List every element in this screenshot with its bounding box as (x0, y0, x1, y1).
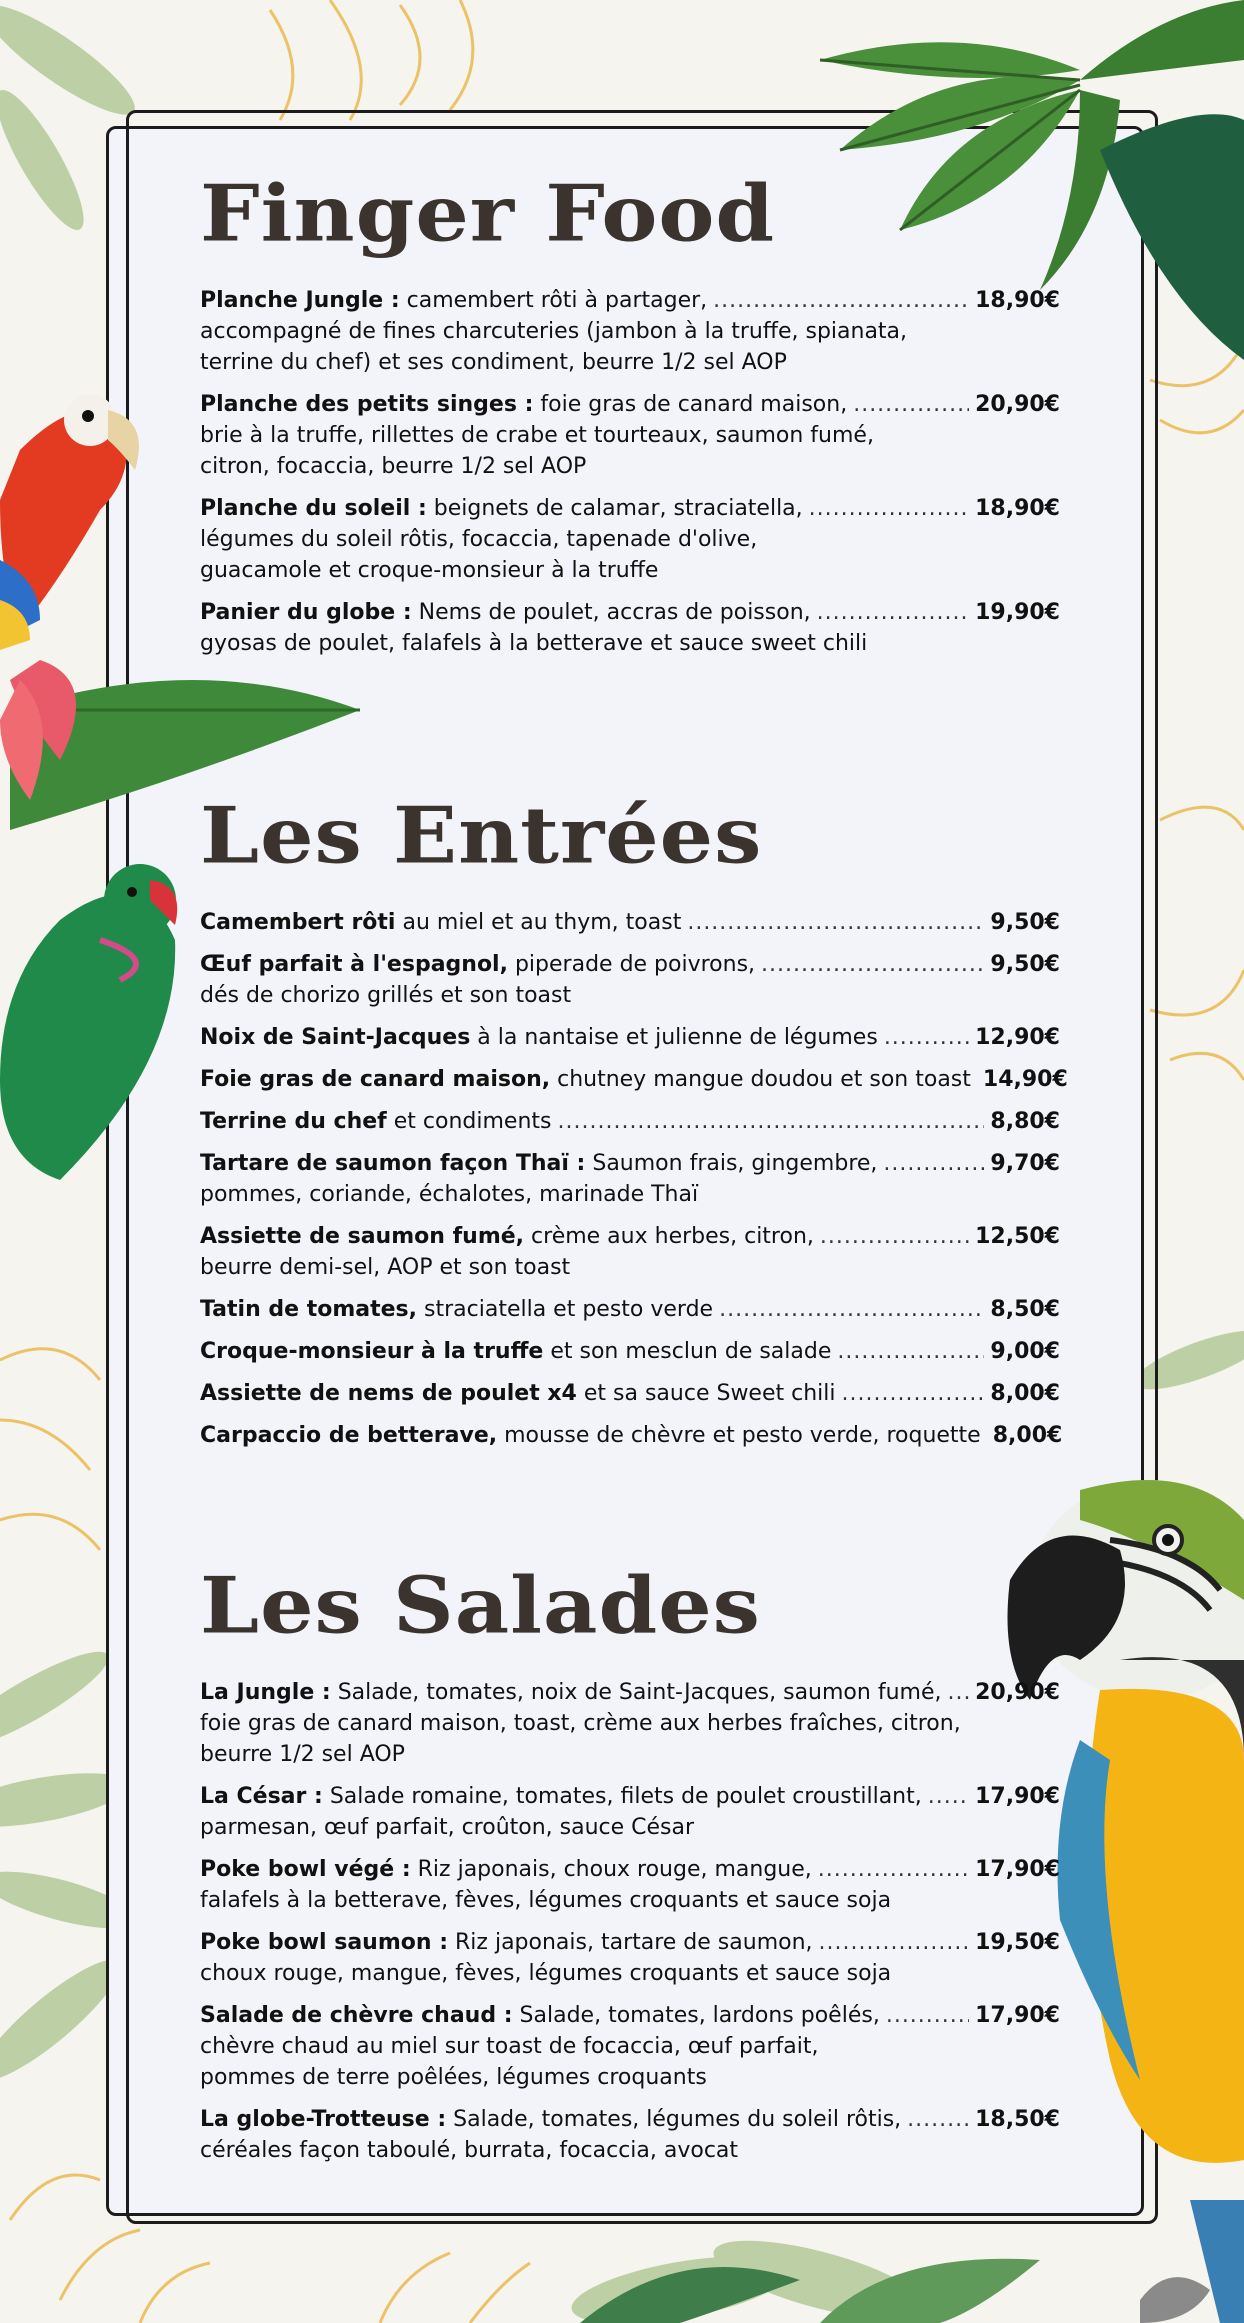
item-desc: et condiments (393, 1109, 552, 1134)
item-desc: et son mesclun de salade (550, 1339, 832, 1364)
menu-item (200, 1336, 1060, 1367)
item-name: Tartare de saumon façon Thaï : (200, 1151, 586, 1176)
menu-item (200, 1927, 1060, 1989)
item-price: 8,50€ (990, 1297, 1060, 1322)
menu-item (200, 285, 1060, 378)
item-desc-cont: choux rouge, mangue, fèves, légumes croquants et sauce soja (200, 1961, 892, 1986)
item-desc-cont: beurre demi-sel, AOP et son toast (200, 1255, 571, 1280)
item-desc-cont: brie à la truffe, rillettes de crabe et tourteaux, saumon fumé, (200, 423, 874, 448)
item-price: 18,50€ (975, 2107, 1060, 2132)
item-name: Croque-monsieur à la truffe (200, 1339, 544, 1364)
item-desc: piperade de poivrons, (514, 952, 756, 977)
item-price: 18,90€ (975, 288, 1060, 313)
item-desc: camembert rôti à partager, (406, 288, 708, 313)
green-parrot (0, 894, 175, 1180)
item-price: 9,50€ (990, 952, 1060, 977)
item-desc-cont: accompagné de fines charcuteries (jambon à la truffe, spianata, (200, 319, 908, 344)
menu-item (200, 1294, 1060, 1325)
item-name: Panier du globe : (200, 600, 412, 625)
item-price: 17,90€ (975, 1857, 1060, 1882)
item-name: Assiette de nems de poulet x4 (200, 1381, 577, 1406)
item-name: Foie gras de canard maison, (200, 1067, 551, 1092)
item-price: 12,50€ (975, 1224, 1060, 1249)
item-price: 19,50€ (975, 1930, 1060, 1955)
item-name: Poke bowl végé : (200, 1857, 411, 1882)
menu-item (200, 2000, 1060, 2093)
item-desc: Salade romaine, tomates, filets de poulet croustillant, (329, 1784, 922, 1809)
menu-item (200, 1221, 1060, 1283)
item-name: Terrine du chef (200, 1109, 387, 1134)
menu-item (200, 493, 1060, 586)
menu-item (200, 1022, 1060, 1053)
item-price: 17,90€ (975, 1784, 1060, 1809)
section-title: Les Salades (200, 1559, 761, 1651)
item-desc: chutney mangue doudou et son toast (557, 1067, 971, 1092)
menu-item (200, 1420, 1063, 1451)
item-name: Poke bowl saumon : (200, 1930, 449, 1955)
item-price: 18,90€ (975, 496, 1060, 521)
item-desc: Salade, tomates, noix de Saint-Jacques, saumon fumé, (337, 1680, 942, 1705)
item-name: Noix de Saint-Jacques (200, 1025, 471, 1050)
menu-item (200, 1378, 1060, 1409)
menu-item (200, 907, 1060, 938)
item-name: La globe-Trotteuse : (200, 2107, 447, 2132)
item-price: 12,90€ (975, 1025, 1060, 1050)
item-desc-cont: parmesan, œuf parfait, croûton, sauce César (200, 1815, 695, 1840)
item-desc: mousse de chèvre et pesto verde, roquette (504, 1423, 981, 1448)
item-name: Assiette de saumon fumé, (200, 1224, 525, 1249)
item-desc: Saumon frais, gingembre, (592, 1151, 878, 1176)
item-desc-cont: pommes de terre poêlées, légumes croquants (200, 2065, 707, 2090)
item-price: 9,00€ (990, 1339, 1060, 1364)
item-desc-cont: terrine du chef) et ses condiment, beurre 1/2 sel AOP (200, 350, 787, 375)
item-desc-cont: céréales façon taboulé, burrata, focaccia, avocat (200, 2138, 739, 2163)
menu-item (200, 949, 1060, 1011)
section-entrees (200, 789, 1068, 1451)
item-desc-cont: gyosas de poulet, falafels à la betterave et sauce sweet chili (200, 631, 868, 656)
menu-item (200, 1781, 1060, 1843)
item-desc: Riz japonais, tartare de saumon, (455, 1930, 813, 1955)
item-desc: et sa sauce Sweet chili (583, 1381, 836, 1406)
item-name: Carpaccio de betterave, (200, 1423, 498, 1448)
item-desc: Salade, tomates, lardons poêlés, (519, 2003, 880, 2028)
item-desc-cont: falafels à la betterave, fèves, légumes croquants et sauce soja (200, 1888, 892, 1913)
item-desc-cont: pommes, coriande, échalotes, marinade Thaï (200, 1182, 699, 1207)
menu-item (200, 597, 1060, 659)
item-desc-cont: guacamole et croque-monsieur à la truffe (200, 558, 659, 583)
item-name: Planche du soleil : (200, 496, 427, 521)
item-price: 20,90€ (975, 392, 1060, 417)
item-name: Camembert rôti (200, 910, 396, 935)
item-desc: Salade, tomates, légumes du soleil rôtis, (453, 2107, 902, 2132)
item-name: La César : (200, 1784, 323, 1809)
item-name: Salade de chèvre chaud : (200, 2003, 513, 2028)
section-title: Les Entrées (200, 789, 763, 881)
menu-item (200, 1677, 1060, 1770)
item-desc-cont: beurre 1/2 sel AOP (200, 1742, 405, 1767)
item-price: 9,50€ (990, 910, 1060, 935)
item-desc: Nems de poulet, accras de poisson, (418, 600, 811, 625)
item-desc: straciatella et pesto verde (424, 1297, 714, 1322)
item-price: 9,70€ (990, 1151, 1060, 1176)
item-desc: foie gras de canard maison, (540, 392, 848, 417)
item-desc: crème aux herbes, citron, (531, 1224, 814, 1249)
item-price: 14,90€ (982, 1067, 1068, 1092)
section-finger-food (200, 167, 1060, 659)
item-name: Œuf parfait à l'espagnol, (200, 952, 508, 977)
item-desc: au miel et au thym, toast (402, 910, 682, 935)
menu-item (200, 1854, 1060, 1916)
item-name: Planche Jungle : (200, 288, 400, 313)
item-desc-cont: citron, focaccia, beurre 1/2 sel AOP (200, 454, 587, 479)
item-name: Tatin de tomates, (200, 1297, 418, 1322)
menu-item (200, 1064, 1068, 1095)
menu-content (200, 167, 1068, 2177)
palm-leaves-bottom (560, 2240, 1080, 2323)
item-desc: beignets de calamar, straciatella, (433, 496, 803, 521)
item-price: 8,00€ (990, 1381, 1060, 1406)
menu-item (200, 2104, 1060, 2166)
item-name: Planche des petits singes : (200, 392, 534, 417)
item-name: La Jungle : (200, 1680, 331, 1705)
item-price: 20,90€ (975, 1680, 1060, 1705)
item-price: 8,00€ (992, 1423, 1063, 1448)
item-desc-cont: dés de chorizo grillés et son toast (200, 983, 572, 1008)
item-desc-cont: chèvre chaud au miel sur toast de focaccia, œuf parfait, (200, 2034, 819, 2059)
item-desc-cont: légumes du soleil rôtis, focaccia, tapenade d'olive, (200, 527, 758, 552)
item-desc: à la nantaise et julienne de légumes (477, 1025, 878, 1050)
item-desc: Riz japonais, choux rouge, mangue, (417, 1857, 812, 1882)
menu-item (200, 1106, 1060, 1137)
menu-item (200, 389, 1060, 482)
item-price: 19,90€ (975, 600, 1060, 625)
item-price: 8,80€ (990, 1109, 1060, 1134)
section-title: Finger Food (200, 167, 776, 259)
item-desc-cont: foie gras de canard maison, toast, crème aux herbes fraîches, citron, (200, 1711, 961, 1736)
item-price: 17,90€ (975, 2003, 1060, 2028)
menu-item (200, 1148, 1060, 1210)
section-salades (200, 1559, 1060, 2166)
